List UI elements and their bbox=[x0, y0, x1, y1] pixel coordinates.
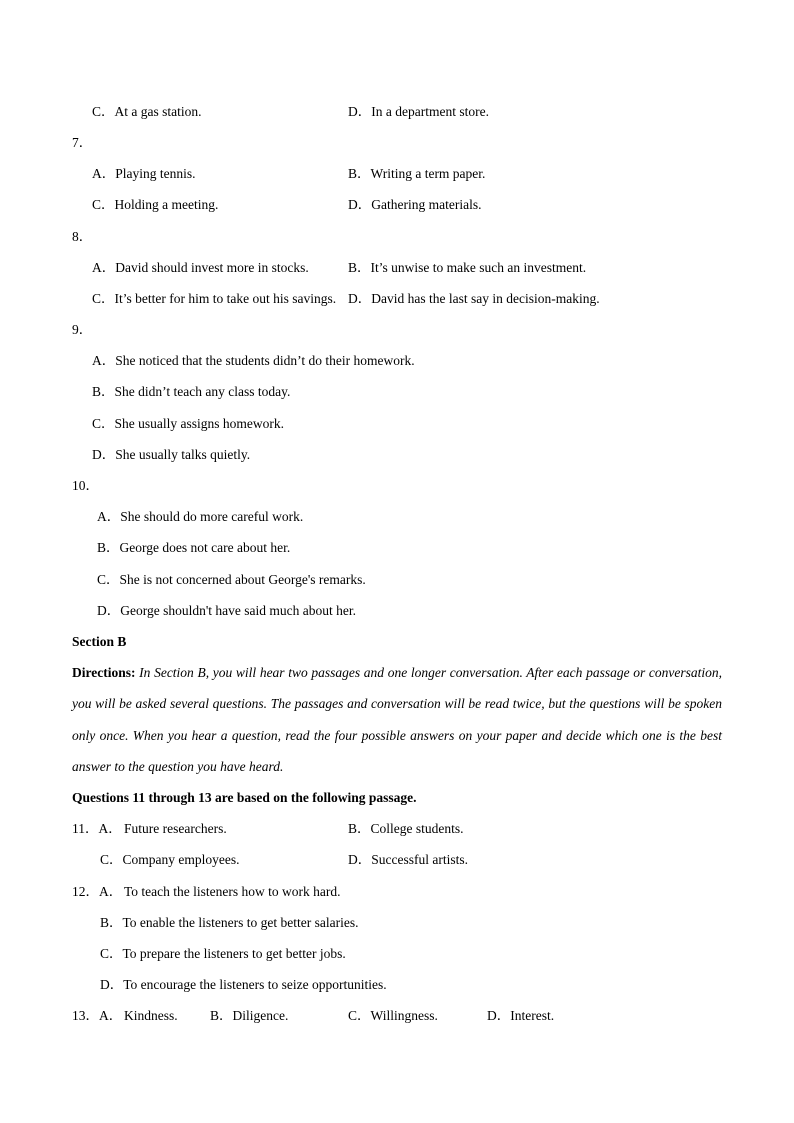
section-b-title: Section B bbox=[72, 634, 127, 649]
q11-option-d: D．Successful artists. bbox=[348, 852, 468, 867]
q13-option-a: Kindness. bbox=[124, 1008, 178, 1023]
q10-number: 10． bbox=[72, 478, 99, 493]
q11-option-b: B．College students. bbox=[348, 821, 464, 836]
q7-option-b: B．Writing a term paper. bbox=[348, 166, 486, 181]
q8-option-a: A．David should invest more in stocks. bbox=[92, 260, 309, 275]
q11-option-a: Future researchers. bbox=[124, 821, 227, 836]
q9-option-b: B．She didn’t teach any class today. bbox=[92, 384, 291, 399]
q10-option-d: D．George shouldn't have said much about her. bbox=[97, 603, 357, 618]
q10-option-a: A．She should do more careful work. bbox=[97, 509, 304, 524]
q6-option-d: D．In a department store. bbox=[348, 104, 489, 119]
q10-option-b: B．George does not care about her. bbox=[97, 540, 291, 555]
q7-option-d: D．Gathering materials. bbox=[348, 197, 482, 212]
q13-prefix: 13．A． bbox=[72, 1008, 123, 1023]
q12-option-b: B．To enable the listeners to get better salaries. bbox=[100, 915, 359, 930]
section-b-directions bbox=[72, 657, 722, 782]
q13-option-d: D．Interest. bbox=[487, 1008, 555, 1023]
q10-option-c: C．She is not concerned about George's remarks. bbox=[97, 572, 366, 587]
passage-heading: Questions 11 through 13 are based on the following passage. bbox=[72, 790, 417, 805]
q9-option-a: A．She noticed that the students didn’t do their homework. bbox=[92, 353, 415, 368]
q8-option-d: D．David has the last say in decision-making. bbox=[348, 291, 600, 306]
q11-option-c: C．Company employees. bbox=[100, 852, 240, 867]
q8-option-c: C．It’s better for him to take out his savings. bbox=[92, 291, 337, 306]
q8-number: 8． bbox=[72, 229, 93, 244]
q13-option-b: B．Diligence. bbox=[210, 1008, 289, 1023]
directions-label: Directions: bbox=[72, 665, 136, 680]
q12-option-a: To teach the listeners how to work hard. bbox=[124, 884, 341, 899]
q12-option-c: C．To prepare the listeners to get better jobs. bbox=[100, 946, 346, 961]
q7-number: 7． bbox=[72, 135, 93, 150]
q12-option-d: D．To encourage the listeners to seize opportunities. bbox=[100, 977, 387, 992]
q7-option-c: C．Holding a meeting. bbox=[92, 197, 219, 212]
q9-option-d: D．She usually talks quietly. bbox=[92, 447, 251, 462]
q8-option-b: B．It’s unwise to make such an investment. bbox=[348, 260, 587, 275]
q6-option-c: C．At a gas station. bbox=[92, 104, 202, 119]
q11-prefix: 11．A． bbox=[72, 821, 122, 836]
q13-option-c: C．Willingness. bbox=[348, 1008, 438, 1023]
directions-text: In Section B, you will hear two passages and one longer conversation. After each passage or conversation, you will be asked several questions. The passages and conversation will be read twice, but the questions will be spoken only once. When you hear a question, read the four possible answers on your paper and decide which one is the best answer to the question you have heard. bbox=[72, 665, 722, 774]
q12-prefix: 12．A． bbox=[72, 884, 123, 899]
q9-option-c: C．She usually assigns homework. bbox=[92, 416, 284, 431]
q9-number: 9． bbox=[72, 322, 93, 337]
q7-option-a: A．Playing tennis. bbox=[92, 166, 196, 181]
